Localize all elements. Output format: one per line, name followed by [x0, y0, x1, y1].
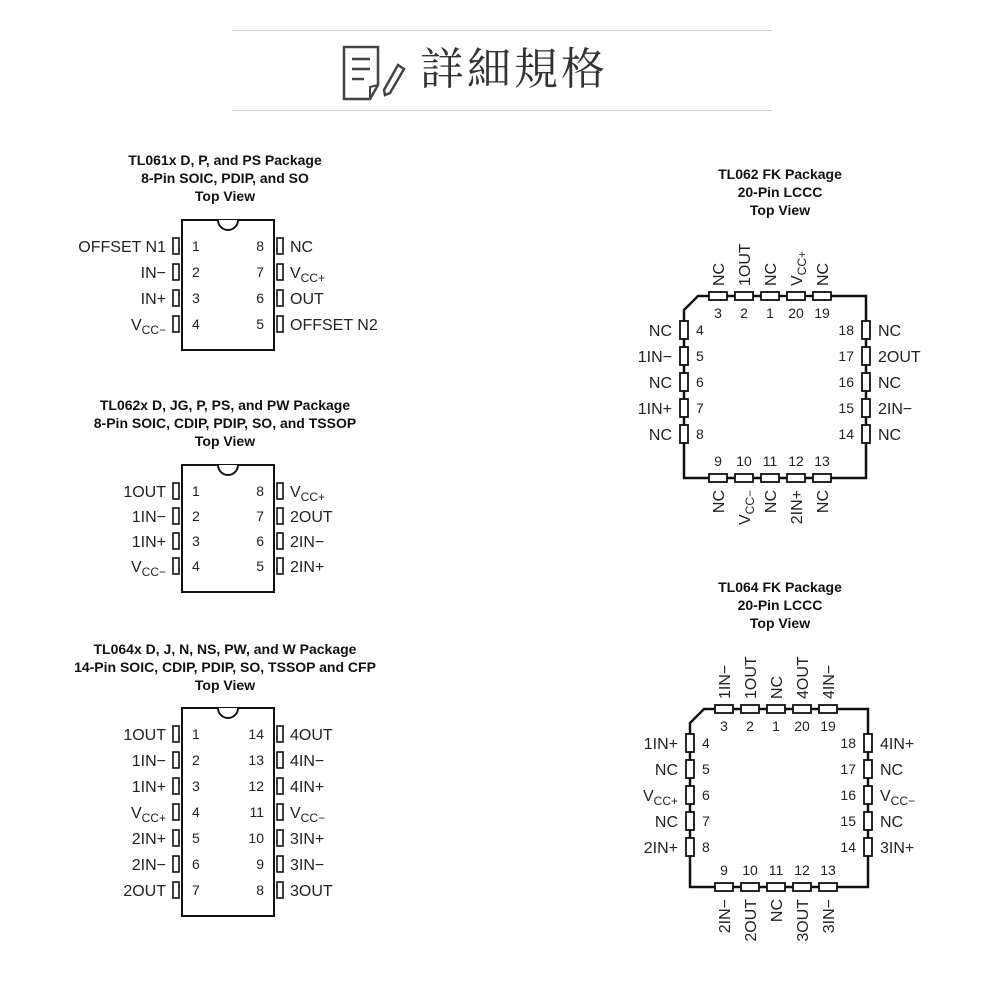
- pin-pad: [864, 838, 872, 856]
- pin-pad: [277, 558, 283, 574]
- pin-label: 4IN+: [290, 779, 325, 796]
- pin-label: 2OUT: [878, 349, 921, 366]
- pin-pad: [715, 883, 733, 891]
- pkg-title-line: TL064x D, J, N, NS, PW, and W Package: [93, 641, 357, 657]
- pin-pad: [767, 705, 785, 713]
- pin-number: 2: [192, 264, 200, 280]
- pin-pad: [277, 882, 283, 898]
- pin-number: 6: [696, 374, 704, 390]
- pin-number: 5: [256, 558, 264, 574]
- pin-number: 4: [696, 322, 704, 338]
- pin-number: 1: [192, 726, 200, 742]
- pin-label: NC: [880, 762, 904, 779]
- pin-number: 2: [746, 718, 754, 734]
- pin-number: 12: [248, 778, 264, 794]
- pin-pad: [862, 425, 870, 443]
- pin-number: 1: [766, 305, 774, 321]
- pin-pad: [680, 399, 688, 417]
- pin-pad: [862, 399, 870, 417]
- pin-pad: [680, 321, 688, 339]
- pin-number: 8: [256, 238, 264, 254]
- pin-label: NC: [815, 262, 832, 286]
- pin-pad: [173, 856, 179, 872]
- pin-pad: [173, 778, 179, 794]
- pin-number: 8: [256, 483, 264, 499]
- pin-pad: [793, 883, 811, 891]
- pin-number: 3: [192, 533, 200, 549]
- pin-number: 1: [192, 483, 200, 499]
- pin-number: 3: [192, 778, 200, 794]
- pin-pad: [680, 347, 688, 365]
- pin-number: 10: [248, 830, 264, 846]
- pin-pad: [793, 705, 811, 713]
- pin-label: 2IN−: [290, 534, 325, 551]
- pin-pad: [864, 786, 872, 804]
- pin-pad: [173, 726, 179, 742]
- pin-pad: [741, 883, 759, 891]
- pin-pad: [686, 812, 694, 830]
- pin-pad: [864, 812, 872, 830]
- pin-number: 4: [192, 558, 200, 574]
- pin-number: 11: [249, 804, 264, 820]
- pin-pad: [277, 290, 283, 306]
- pin-pad: [173, 264, 179, 280]
- pin-label: NC: [763, 490, 780, 514]
- pin-number: 7: [702, 813, 710, 829]
- pin-label: NC: [711, 262, 728, 286]
- pin-number: 9: [714, 453, 722, 469]
- pkg-title-line: TL062 FK Package: [718, 166, 842, 182]
- pkg-title-line: TL062x D, JG, P, PS, and PW Package: [99, 397, 351, 413]
- pin-pad: [173, 533, 179, 549]
- pkg-title-line: 14-Pin SOIC, CDIP, PDIP, SO, TSSOP and CFP: [74, 659, 376, 675]
- pin-pad: [173, 558, 179, 574]
- pin-number: 9: [720, 862, 728, 878]
- pin-number: 6: [256, 533, 264, 549]
- pin-pad: [709, 474, 727, 482]
- pin-label: 1OUT: [123, 727, 166, 744]
- pin-label: NC: [878, 427, 902, 444]
- pin-number: 5: [256, 316, 264, 332]
- pin-pad: [819, 705, 837, 713]
- pin-label: 2IN+: [643, 840, 678, 857]
- pin-label: $V_{CC+}$: [642, 788, 678, 808]
- pin-pad: [277, 830, 283, 846]
- pin1-notch: [218, 465, 238, 475]
- pin-pad: [735, 292, 753, 300]
- pin-label: 4OUT: [290, 727, 333, 744]
- pin-label: 1IN+: [637, 401, 672, 418]
- pin-number: 2: [192, 752, 200, 768]
- pin-pad: [173, 882, 179, 898]
- pin-pad: [277, 778, 283, 794]
- pin-number: 7: [256, 508, 264, 524]
- pin-label: 2IN−: [131, 857, 166, 874]
- pin-label: 2IN−: [878, 401, 913, 418]
- pin-number: 2: [192, 508, 200, 524]
- pin-label: NC: [654, 762, 678, 779]
- pin-pad: [277, 264, 283, 280]
- pin-pad: [686, 838, 694, 856]
- pin-number: 7: [256, 264, 264, 280]
- pin-number: 5: [696, 348, 704, 364]
- pin-label: $V_{CC+}$: [290, 484, 326, 504]
- pin-number: 1: [192, 238, 200, 254]
- pin-label: NC: [648, 375, 672, 392]
- pin-label: NC: [878, 375, 902, 392]
- pin-label: 3IN−: [290, 857, 325, 874]
- pin-pad: [173, 830, 179, 846]
- pin-number: 2: [740, 305, 748, 321]
- pin-pad: [277, 508, 283, 524]
- pin-label: NC: [815, 490, 832, 514]
- pin-number: 4: [192, 316, 200, 332]
- pin-number: 3: [192, 290, 200, 306]
- pin-label: $V_{CC-}$: [290, 805, 326, 825]
- pin-number: 10: [736, 453, 752, 469]
- pkg-title-line: Top View: [194, 433, 256, 449]
- pin-label: 2OUT: [743, 899, 760, 942]
- pin-label: NC: [648, 323, 672, 340]
- pin-number: 1: [772, 718, 780, 734]
- pin-number: 6: [702, 787, 710, 803]
- pin-number: 7: [192, 882, 200, 898]
- pin-label: 1IN+: [643, 736, 678, 753]
- pin-number: 14: [248, 726, 264, 742]
- pin-pad: [686, 760, 694, 778]
- pin-label: 1IN+: [131, 534, 166, 551]
- pin-number: 11: [768, 862, 784, 878]
- pin-number: 8: [702, 839, 710, 855]
- pin-number: 15: [838, 400, 854, 416]
- pin-pad: [680, 373, 688, 391]
- pin-label: OFFSET N2: [290, 317, 378, 334]
- pin-label: 4IN−: [821, 664, 838, 699]
- pkg-title-line: Top View: [749, 202, 811, 218]
- pin-number: 19: [820, 718, 836, 734]
- pin-pad: [735, 474, 753, 482]
- pin-label: 3IN−: [821, 899, 838, 934]
- pin-pad: [277, 752, 283, 768]
- pin-label: 4OUT: [795, 656, 812, 699]
- pin-label: 1OUT: [123, 484, 166, 501]
- pin-pad: [173, 804, 179, 820]
- pin-pad: [173, 483, 179, 499]
- pin-label: $V_{CC+}$: [789, 250, 809, 286]
- pin-pad: [767, 883, 785, 891]
- pin-number: 18: [840, 735, 856, 751]
- pin-pad: [862, 373, 870, 391]
- pin-number: 5: [192, 830, 200, 846]
- pin-number: 7: [696, 400, 704, 416]
- pin-label: 3IN+: [880, 840, 915, 857]
- pkg-title-line: Top View: [194, 677, 256, 693]
- pin-label: $V_{CC-}$: [130, 559, 166, 579]
- pin-label: NC: [654, 814, 678, 831]
- pin-label: NC: [769, 675, 786, 699]
- pin-pad: [813, 292, 831, 300]
- pin-pad: [741, 705, 759, 713]
- pin-label: $V_{CC-}$: [737, 490, 757, 526]
- pkg-title-line: TL064 FK Package: [718, 579, 842, 595]
- pin-number: 19: [814, 305, 830, 321]
- pin-number: 14: [840, 839, 856, 855]
- pin-label: 3OUT: [795, 899, 812, 942]
- pkg-title-line: Top View: [194, 188, 256, 204]
- pin-number: 3: [720, 718, 728, 734]
- pin-label: 1OUT: [743, 656, 760, 699]
- pin-number: 17: [840, 761, 856, 777]
- pkg-title-line: 8-Pin SOIC, PDIP, and SO: [141, 170, 309, 186]
- pin-pad: [761, 292, 779, 300]
- pin-label: 1IN−: [637, 349, 672, 366]
- pin-number: 20: [788, 305, 804, 321]
- pin-pad: [819, 883, 837, 891]
- pin-label: OFFSET N1: [78, 239, 166, 256]
- pin-label: $V_{CC-}$: [130, 317, 166, 337]
- pin-number: 15: [840, 813, 856, 829]
- pin-pad: [864, 760, 872, 778]
- pin-number: 8: [696, 426, 704, 442]
- pkg-title-line: 20-Pin LCCC: [737, 597, 823, 613]
- pin1-notch: [218, 220, 238, 230]
- pin-label: NC: [878, 323, 902, 340]
- pin-number: 3: [714, 305, 722, 321]
- pkg-title-line: 8-Pin SOIC, CDIP, PDIP, SO, and TSSOP: [93, 415, 357, 431]
- pin-label: NC: [763, 262, 780, 286]
- pin-number: 16: [840, 787, 856, 803]
- pin-pad: [864, 734, 872, 752]
- pin-label: 4IN−: [290, 753, 325, 770]
- pin-number: 16: [838, 374, 854, 390]
- pin-label: IN+: [140, 291, 166, 308]
- pin-pad: [686, 786, 694, 804]
- pin-pad: [680, 425, 688, 443]
- pin-pad: [715, 705, 733, 713]
- pin-number: 13: [814, 453, 830, 469]
- pin-label: 2IN+: [290, 559, 325, 576]
- pin-pad: [787, 474, 805, 482]
- pin-number: 17: [838, 348, 854, 364]
- pin1-notch: [218, 708, 238, 718]
- pin-label: 4IN+: [880, 736, 915, 753]
- pin-pad: [787, 292, 805, 300]
- pin-number: 9: [256, 856, 264, 872]
- pin-label: 2OUT: [290, 509, 333, 526]
- pin-pad: [277, 238, 283, 254]
- pin-label: OUT: [290, 291, 324, 308]
- pin-label: NC: [290, 239, 314, 256]
- pin-label: 3OUT: [290, 883, 333, 900]
- pin-number: 10: [742, 862, 758, 878]
- pin-number: 18: [838, 322, 854, 338]
- pin-label: 2IN+: [789, 490, 806, 525]
- pin-pad: [173, 508, 179, 524]
- pkg-title-line: Top View: [749, 615, 811, 631]
- pin-pad: [277, 804, 283, 820]
- pin-number: 5: [702, 761, 710, 777]
- pin-label: NC: [711, 490, 728, 514]
- pin-label: 2IN+: [131, 831, 166, 848]
- pin-number: 14: [838, 426, 854, 442]
- pin-label: IN−: [140, 265, 166, 282]
- pin-number: 8: [256, 882, 264, 898]
- pin-number: 4: [192, 804, 200, 820]
- pin-pad: [173, 752, 179, 768]
- pin-label: 2IN−: [717, 899, 734, 934]
- pin-label: NC: [769, 899, 786, 923]
- pin-label: 1IN−: [131, 509, 166, 526]
- pin-pad: [709, 292, 727, 300]
- pin-number: 6: [256, 290, 264, 306]
- pin-number: 6: [192, 856, 200, 872]
- pin-pad: [277, 726, 283, 742]
- pin-label: 1IN+: [131, 779, 166, 796]
- pin-label: 1IN−: [717, 664, 734, 699]
- pin-number: 12: [788, 453, 804, 469]
- pin-label: $V_{CC-}$: [880, 788, 916, 808]
- pin-label: 1IN−: [131, 753, 166, 770]
- pin-pad: [277, 483, 283, 499]
- pin-number: 20: [794, 718, 810, 734]
- pin-pad: [173, 238, 179, 254]
- pin-pad: [173, 290, 179, 306]
- pin-number: 11: [762, 453, 778, 469]
- pin-number: 13: [820, 862, 836, 878]
- pin-label: NC: [880, 814, 904, 831]
- pin-label: $V_{CC+}$: [290, 265, 326, 285]
- page-title: 詳細規格: [420, 44, 608, 95]
- pin-label: 3IN+: [290, 831, 325, 848]
- pkg-title-line: TL061x D, P, and PS Package: [128, 152, 322, 168]
- pin-pad: [686, 734, 694, 752]
- pin-pad: [277, 533, 283, 549]
- pin-pad: [862, 321, 870, 339]
- pin-pad: [862, 347, 870, 365]
- pin-pad: [761, 474, 779, 482]
- pin-pad: [813, 474, 831, 482]
- pin-label: NC: [648, 427, 672, 444]
- pin-pad: [277, 316, 283, 332]
- pin-pad: [173, 316, 179, 332]
- pin-number: 12: [794, 862, 810, 878]
- pin-label: $V_{CC+}$: [130, 805, 166, 825]
- pin-label: 2OUT: [123, 883, 166, 900]
- pin-number: 4: [702, 735, 710, 751]
- pin-label: 1OUT: [737, 243, 754, 286]
- pkg-title-line: 20-Pin LCCC: [737, 184, 823, 200]
- pin-pad: [277, 856, 283, 872]
- pin-number: 13: [248, 752, 264, 768]
